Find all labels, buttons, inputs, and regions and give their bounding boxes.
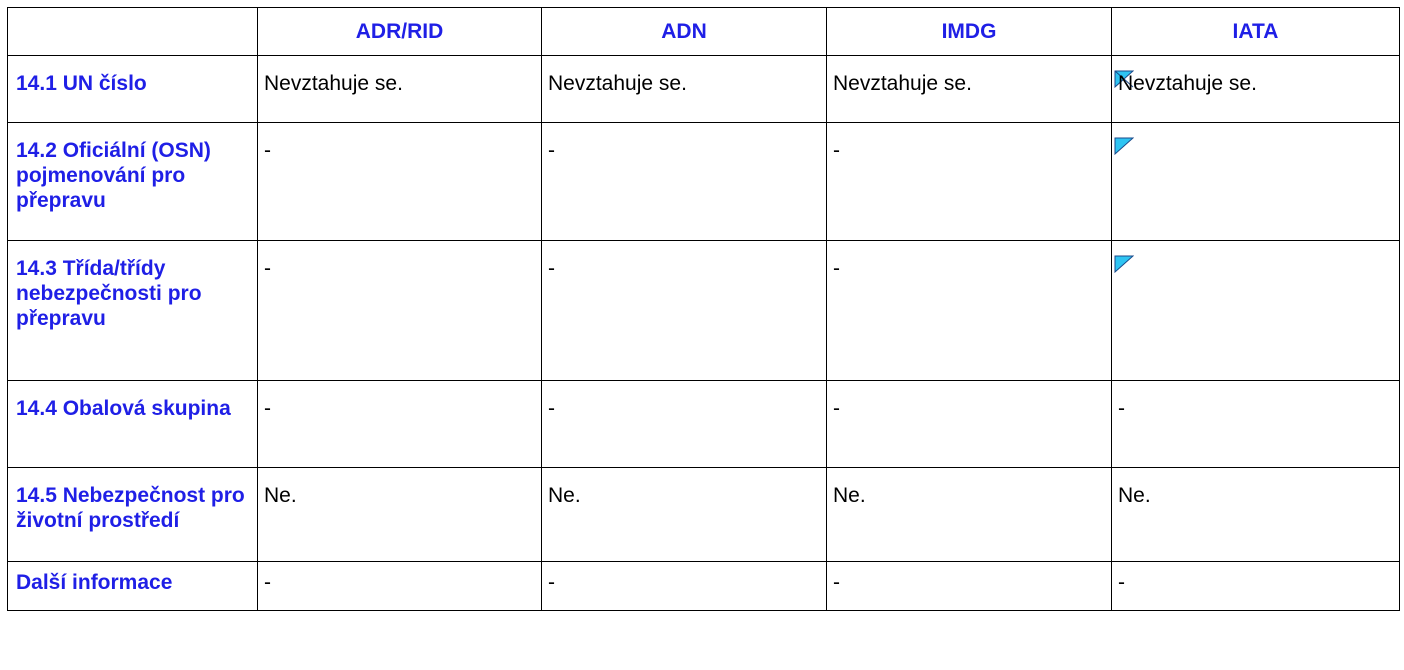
cell-value: Ne. — [258, 468, 542, 562]
cell-value: - — [827, 241, 1112, 381]
row-label-environmental-hazard: 14.5 Nebezpečnost pro životní prostředí — [8, 468, 258, 562]
cell-value: Nevztahuje se. — [542, 56, 827, 123]
cell-value: - — [258, 241, 542, 381]
cell-value: Ne. — [542, 468, 827, 562]
cell-value: - — [542, 562, 827, 611]
cell-value: Ne. — [827, 468, 1112, 562]
table-row — [8, 56, 1400, 123]
cell-value: Nevztahuje se. — [258, 56, 542, 123]
row-label-un-number: 14.1 UN číslo — [8, 56, 258, 123]
comment-flag-icon — [1114, 255, 1134, 273]
cell-value: - — [542, 123, 827, 241]
column-header-iata: IATA — [1112, 8, 1400, 56]
column-header-imdg: IMDG — [827, 8, 1112, 56]
cell-value: - — [1112, 562, 1400, 611]
cell-text: Nevztahuje se. — [1118, 72, 1257, 95]
cell-value: - — [542, 241, 827, 381]
cell-value-iata — [1112, 241, 1400, 381]
cell-value: - — [827, 123, 1112, 241]
table-row — [8, 241, 1400, 381]
cell-value-iata — [1112, 123, 1400, 241]
row-label-proper-shipping-name: 14.2 Oficiální (OSN) pojmenování pro přepravu — [8, 123, 258, 241]
cell-value: - — [258, 123, 542, 241]
cell-value: - — [827, 562, 1112, 611]
table-row — [8, 468, 1400, 562]
cell-value: Nevztahuje se. — [827, 56, 1112, 123]
cell-value: - — [1112, 381, 1400, 468]
table-row — [8, 562, 1400, 611]
row-label-hazard-class: 14.3 Třída/třídy nebezpečnosti pro přepravu — [8, 241, 258, 381]
cell-value: - — [258, 381, 542, 468]
cell-value-iata — [1112, 56, 1400, 123]
table-row — [8, 123, 1400, 241]
comment-flag-icon — [1114, 137, 1134, 155]
transport-info-table — [7, 7, 1400, 611]
cell-value: Ne. — [1112, 468, 1400, 562]
cell-value: - — [542, 381, 827, 468]
corner-cell — [8, 8, 258, 56]
table-row — [8, 381, 1400, 468]
cell-value: - — [258, 562, 542, 611]
row-label-packing-group: 14.4 Obalová skupina — [8, 381, 258, 468]
header-row — [8, 8, 1400, 56]
row-label-further-info: Další informace — [8, 562, 258, 611]
column-header-adr-rid: ADR/RID — [258, 8, 542, 56]
cell-value: - — [827, 381, 1112, 468]
column-header-adn: ADN — [542, 8, 827, 56]
